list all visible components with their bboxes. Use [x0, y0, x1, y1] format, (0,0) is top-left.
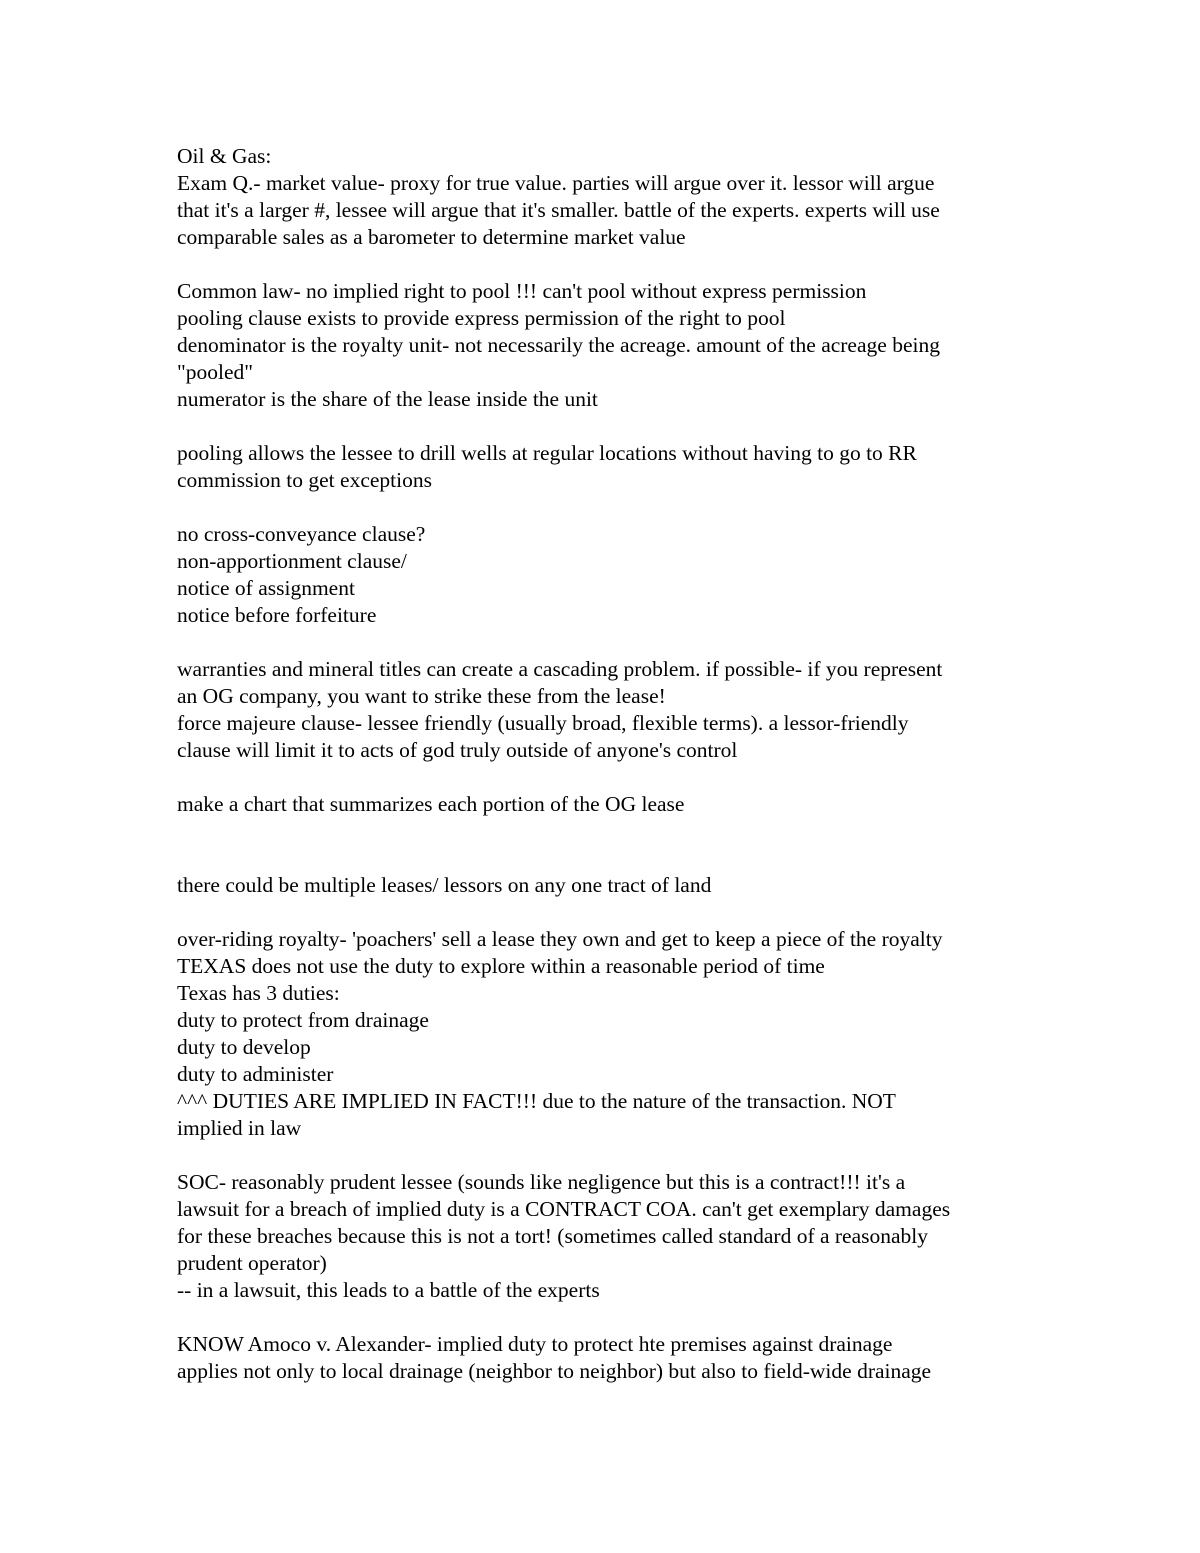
text-line: Common law- no implied right to pool !!! can't pool without express permission	[177, 279, 867, 303]
text-line: -- in a lawsuit, this leads to a battle of the experts	[177, 1278, 600, 1302]
text-line: prudent operator)	[177, 1251, 327, 1275]
document-title: Oil & Gas:	[177, 144, 272, 168]
text-line: notice of assignment	[177, 576, 355, 600]
blank-line	[177, 764, 1057, 791]
blank-line	[177, 1304, 1057, 1331]
text-line: ^^^ DUTIES ARE IMPLIED IN FACT!!! due to the nature of the transaction. NOT	[177, 1089, 896, 1113]
blank-line	[177, 494, 1057, 521]
blank-line	[177, 845, 1057, 872]
text-line: implied in law	[177, 1116, 302, 1140]
text-line: denominator is the royalty unit- not necessarily the acreage. amount of the acreage being	[177, 333, 940, 357]
text-line: "pooled"	[177, 360, 254, 384]
text-line: there could be multiple leases/ lessors on any one tract of land	[177, 873, 712, 897]
document-body	[177, 143, 1057, 1385]
text-line: duty to administer	[177, 1062, 334, 1086]
blank-line	[177, 251, 1057, 278]
blank-line	[177, 899, 1057, 926]
text-line: pooling clause exists to provide express permission of the right to pool	[177, 306, 786, 330]
text-line: duty to protect from drainage	[177, 1008, 429, 1032]
blank-line	[177, 629, 1057, 656]
text-line: applies not only to local drainage (neighbor to neighbor) but also to field-wide drainage	[177, 1359, 932, 1383]
text-line: no cross-conveyance clause?	[177, 522, 426, 546]
text-line: lawsuit for a breach of implied duty is a CONTRACT COA. can't get exemplary damages	[177, 1197, 951, 1221]
text-line: over-riding royalty- 'poachers' sell a lease they own and get to keep a piece of the royalty	[177, 927, 943, 951]
text-line: Exam Q.- market value- proxy for true value. parties will argue over it. lessor will argue	[177, 171, 935, 195]
blank-line	[177, 818, 1057, 845]
text-line: force majeure clause- lessee friendly (usually broad, flexible terms). a lessor-friendly	[177, 711, 909, 735]
text-line: Texas has 3 duties:	[177, 981, 340, 1005]
text-line: KNOW Amoco v. Alexander- implied duty to protect hte premises against drainage	[177, 1332, 893, 1356]
text-line: clause will limit it to acts of god truly outside of anyone's control	[177, 738, 738, 762]
text-line: for these breaches because this is not a tort! (sometimes called standard of a reasonably	[177, 1224, 929, 1248]
text-line: SOC- reasonably prudent lessee (sounds like negligence but this is a contract!!! it's a	[177, 1170, 906, 1194]
text-line: that it's a larger #, lessee will argue that it's smaller. battle of the experts. experts will use	[177, 198, 940, 222]
blank-line	[177, 413, 1057, 440]
text-line: make a chart that summarizes each portion of the OG lease	[177, 792, 685, 816]
text-line: non-apportionment clause/	[177, 549, 407, 573]
text-line: comparable sales as a barometer to determine market value	[177, 225, 686, 249]
text-line: commission to get exceptions	[177, 468, 432, 492]
blank-line	[177, 1142, 1057, 1169]
text-line: pooling allows the lessee to drill wells at regular locations without having to go to RR	[177, 441, 917, 465]
text-line: warranties and mineral titles can create a cascading problem. if possible- if you represent	[177, 657, 943, 681]
text-line: numerator is the share of the lease inside the unit	[177, 387, 598, 411]
text-line: TEXAS does not use the duty to explore within a reasonable period of time	[177, 954, 825, 978]
text-line: duty to develop	[177, 1035, 311, 1059]
text-line: notice before forfeiture	[177, 603, 377, 627]
text-line: an OG company, you want to strike these from the lease!	[177, 684, 666, 708]
